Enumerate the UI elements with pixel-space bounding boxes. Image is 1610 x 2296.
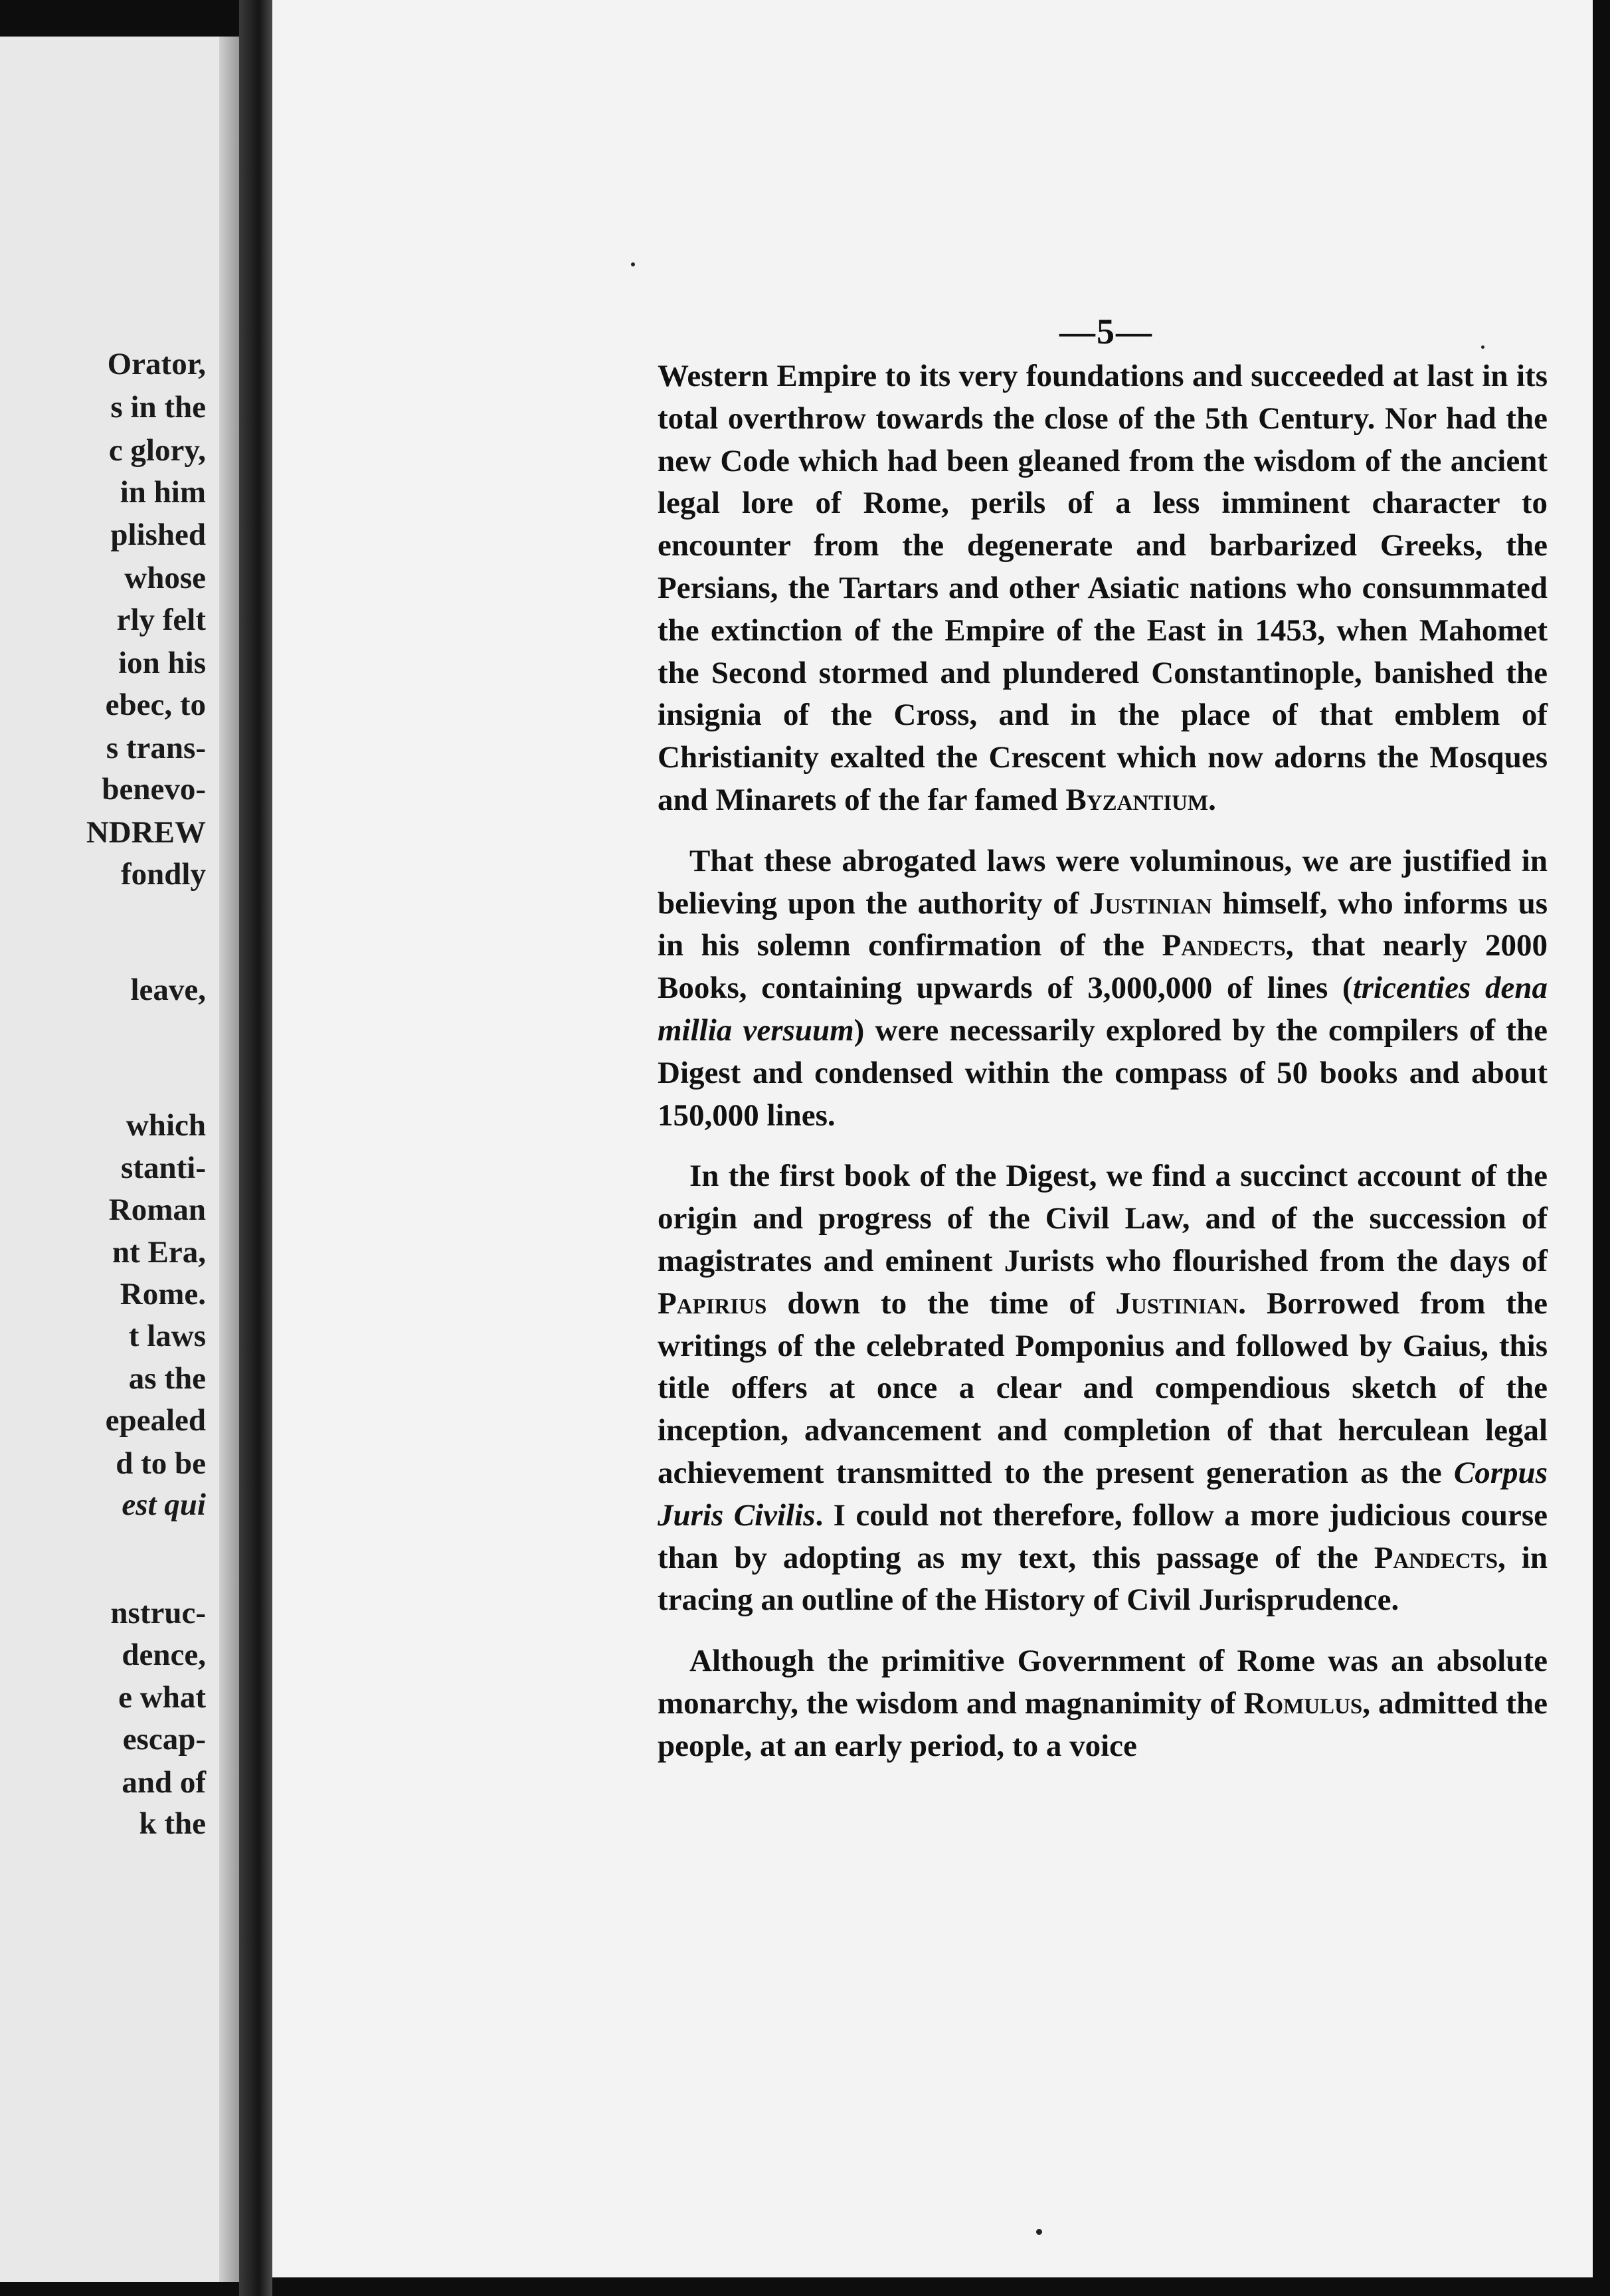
small-caps-name: Papirius (658, 1286, 767, 1321)
left-page-line: whose (124, 561, 206, 595)
left-page-line: nt Era, (112, 1235, 206, 1270)
paragraph-4 (658, 1640, 1548, 1767)
text-run: himself, who informs us in his solemn confirmation of the (658, 886, 1548, 963)
left-page-line: rly felt (116, 603, 206, 637)
body-text (658, 355, 1548, 1768)
page-speck (1481, 345, 1484, 349)
text-run: down to the time of (766, 1286, 1116, 1321)
right-page (272, 0, 1593, 2277)
text-run: , admitted the people, at an early period, to a voice (658, 1685, 1548, 1763)
text-run: . Borrowed from the writings of the celebrated Pomponius and followed by Gaius, this title offers at once a clear and compendious sketch of the inception, advancement and completion of that herculean legal achievement transmitted to the present generation as the (658, 1286, 1548, 1490)
small-caps-name: Pandects (1374, 1540, 1498, 1575)
left-page-line: t laws (128, 1319, 206, 1353)
latin-phrase: Corpus Juris Civilis (658, 1455, 1548, 1533)
left-page-line: nstruc- (110, 1596, 206, 1630)
left-page-line: in him (120, 475, 206, 510)
text-run: Although the primitive Government of Rome was an absolute monarchy, the wisdom and magnanimity of (658, 1644, 1548, 1721)
left-page-line: leave, (130, 973, 206, 1007)
left-page-line: ebec, to (105, 688, 206, 722)
left-page-line: Roman (108, 1193, 206, 1227)
small-caps-name: Pandects (1162, 928, 1286, 963)
left-page-line: c glory, (108, 433, 206, 468)
small-caps-name: Justinian (1089, 886, 1212, 921)
paragraph-3 (658, 1155, 1548, 1622)
small-caps-name: Romulus (1243, 1685, 1363, 1721)
latin-phrase: tricenties dena millia versuum (658, 971, 1548, 1048)
text-run: Western Empire to its very foundations and succeeded at last in its total overthrow towards the close of the 5th Century. Nor had the new Code which had been gleaned from the wisdom of the ancient legal lore of Rome, perils of a less imminent character to encounter from the degenerate and barbarized Greeks, the Persians, the Tartars and other Asiatic nations who consummated the extinction of the Empire of the East in 1453, when Mahomet the Second stormed and plundered Constantinople, banished the insignia of the Cross, and in the place of that emblem of Christianity exalted the Crescent which now adorns the Mosques and Minarets of the far famed (658, 359, 1548, 817)
text-run: That these abrogated laws were voluminous, we are justified in believing upon the authority of (658, 843, 1548, 921)
left-page-line: as the (128, 1361, 206, 1396)
page-number: —5— (1059, 312, 1153, 351)
left-page-line: d to be (116, 1446, 206, 1481)
left-page-line: s trans- (106, 731, 206, 765)
left-page-line: Orator, (107, 347, 206, 381)
small-caps-name: Byzantium (1065, 782, 1209, 817)
paragraph-2 (658, 840, 1548, 1137)
left-page (0, 37, 239, 2282)
text-run: . I could not therefore, follow a more judicious course than by adopting as my text, this passage of the (658, 1497, 1548, 1575)
left-page-line: e what (118, 1680, 206, 1715)
book-gutter (239, 0, 272, 2296)
text-run: ) were necessarily explored by the compilers of the Digest and condensed within the compass of 50 books and about 150,000 lines. (658, 1012, 1548, 1133)
left-page-line: dence, (122, 1638, 206, 1672)
left-page-line: escap- (122, 1722, 206, 1757)
left-page-line: Rome. (120, 1277, 206, 1311)
text-run: , that nearly 2000 Books, containing upwards of 3,000,000 of lines ( (658, 928, 1548, 1006)
left-page-line: stanti- (121, 1151, 206, 1185)
page-speck (1036, 2229, 1042, 2235)
left-page-line: fondly (121, 857, 206, 892)
text-run: . (1208, 782, 1216, 817)
text-run: In the first book of the Digest, we find a succinct account of the origin and progress of the Civil Law, and of the succession of magistrates and eminent Jurists who flourished from the days of (658, 1159, 1548, 1278)
text-run: , in tracing an outline of the History of Civil Jurisprudence. (658, 1540, 1548, 1618)
left-page-line: est qui (122, 1487, 206, 1522)
left-page-edge (219, 37, 239, 2282)
page-speck (631, 262, 635, 266)
left-page-line: benevo- (102, 772, 206, 807)
left-page-line: ion his (118, 646, 206, 680)
left-page-line: k the (139, 1806, 206, 1841)
left-page-line: s in the (110, 390, 206, 425)
left-page-line: which (126, 1108, 206, 1143)
left-page-line: and of (122, 1765, 206, 1800)
left-page-line: plished (110, 518, 206, 552)
left-page-line: NDREW (86, 815, 206, 850)
small-caps-name: Justinian (1115, 1286, 1239, 1321)
paragraph-1 (658, 355, 1548, 822)
left-page-line: epealed (105, 1403, 206, 1438)
